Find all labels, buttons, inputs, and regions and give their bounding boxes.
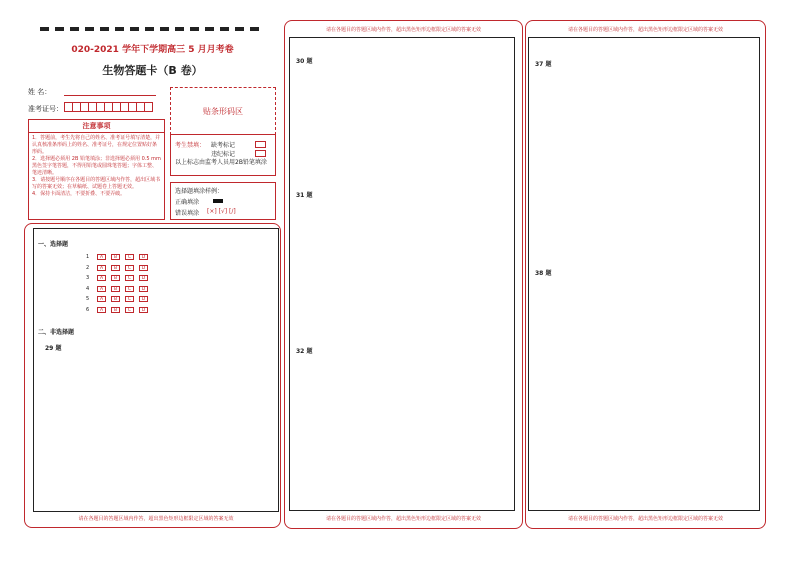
notice-item: 3．请按题号顺序在各题目的答题区域内作答，超出区域书写的答案无效；在草稿纸、试题卷上答题无效。 xyxy=(32,177,161,190)
question-32: 32 题 xyxy=(296,348,313,355)
mc-option[interactable]: A xyxy=(97,296,106,302)
mc-option[interactable]: A xyxy=(97,286,106,292)
mc-option[interactable]: C xyxy=(125,254,134,260)
question-37: 37 题 xyxy=(535,61,552,68)
mc-grid xyxy=(86,252,153,315)
notice-item: 4．保持卡面清洁，不要折叠、不要弄破。 xyxy=(32,191,126,197)
mc-option[interactable]: D xyxy=(139,296,148,302)
correct-mark xyxy=(213,199,223,203)
mc-number: 2 xyxy=(86,264,90,271)
notice-item: 1．答题前，考生先将自己的姓名、准考证号填写清楚，并认真核准条形码上的姓名、准考证号，在规定位置贴好条形码。 xyxy=(32,135,161,155)
section-choice: 一、选择题 xyxy=(38,241,69,248)
mc-option[interactable]: C xyxy=(125,275,134,281)
mc-row xyxy=(86,305,153,316)
name-label: 姓 名： xyxy=(28,88,52,96)
wrong-marks: [×] [√] [/] xyxy=(207,208,236,215)
id-boxes[interactable] xyxy=(64,102,152,112)
card-title: 生物答题卡（B 卷） xyxy=(102,64,203,77)
notice-box xyxy=(28,119,165,220)
notice-title: 注意事项 xyxy=(29,120,164,133)
correct-label: 正确填涂 xyxy=(175,199,200,206)
barcode-area: 贴条形码区 xyxy=(170,87,276,135)
mc-option[interactable]: D xyxy=(139,307,148,313)
question-29: 29 题 xyxy=(45,345,62,352)
notice-item: 2．选择题必须用 2B 铅笔填涂；非选择题必须用 0.5 mm 黑色签字笔答题，不得用铅笔或圆珠笔答题；字体工整、笔迹清晰。 xyxy=(32,156,161,176)
candidate-fill-box xyxy=(170,134,276,176)
name-field[interactable] xyxy=(64,95,156,96)
mc-option[interactable]: B xyxy=(111,296,120,302)
mc-option[interactable]: B xyxy=(111,286,120,292)
prohibit-label: 考生禁填： xyxy=(175,142,206,149)
mc-option[interactable]: B xyxy=(111,307,120,313)
mc-option[interactable]: C xyxy=(125,296,134,302)
warning-text-2-top: 请在各题目的答题区域内作答，超出黑色矩形边框限定区域的答案无效 xyxy=(325,27,481,33)
mc-number: 6 xyxy=(86,306,90,313)
warning-text-1: 请在各题目的答题区域内作答，超出黑色矩形边框限定区域的答案无效 xyxy=(78,516,234,522)
mc-number: 1 xyxy=(86,254,90,261)
mc-number: 4 xyxy=(86,285,90,292)
mc-row xyxy=(86,263,153,274)
section-non-choice: 二、非选择题 xyxy=(38,329,75,336)
mc-option[interactable]: A xyxy=(97,254,106,260)
mc-option[interactable]: A xyxy=(97,275,106,281)
example-title: 选择题填涂样例： xyxy=(175,188,224,195)
mc-option[interactable]: D xyxy=(139,286,148,292)
absent-checkbox[interactable] xyxy=(255,141,266,148)
exam-title: 020-2021 学年下学期高三 5 月月考卷 xyxy=(71,45,234,55)
mc-row xyxy=(86,252,153,263)
mc-number: 5 xyxy=(86,296,90,303)
mc-option[interactable]: A xyxy=(97,265,106,271)
mc-row xyxy=(86,284,153,295)
dashed-header-bar xyxy=(40,27,265,31)
mc-row xyxy=(86,294,153,305)
mc-option[interactable]: B xyxy=(111,254,120,260)
warning-text-2-bottom: 请在各题目的答题区域内作答，超出黑色矩形边框限定区域的答案无效 xyxy=(325,516,481,522)
mc-option[interactable]: A xyxy=(97,307,106,313)
warning-text-3-bottom: 请在各题目的答题区域内作答，超出黑色矩形边框限定区域的答案无效 xyxy=(567,516,723,522)
mc-option[interactable]: B xyxy=(111,265,120,271)
mc-number: 3 xyxy=(86,275,90,282)
warning-text-3-top: 请在各题目的答题区域内作答，超出黑色矩形边框限定区域的答案无效 xyxy=(567,27,723,33)
mc-option[interactable]: C xyxy=(125,286,134,292)
example-box xyxy=(170,182,276,220)
candidate-note: 以上标志由监考人员用2B铅笔填涂 xyxy=(175,159,267,166)
answer-area-2 xyxy=(289,37,515,511)
question-31: 31 题 xyxy=(296,192,313,199)
question-38: 38 题 xyxy=(535,270,552,277)
answer-area-1 xyxy=(33,228,279,512)
mc-option[interactable]: D xyxy=(139,254,148,260)
mc-row xyxy=(86,273,153,284)
answer-area-3 xyxy=(528,37,760,511)
wrong-label: 错误填涂 xyxy=(175,210,200,217)
mc-option[interactable]: D xyxy=(139,275,148,281)
mc-option[interactable]: C xyxy=(125,307,134,313)
violation-label: 违纪标记 xyxy=(211,151,236,158)
id-label: 准考证号： xyxy=(28,105,63,113)
mc-option[interactable]: B xyxy=(111,275,120,281)
mc-option[interactable]: C xyxy=(125,265,134,271)
mc-option[interactable]: D xyxy=(139,265,148,271)
question-30: 30 题 xyxy=(296,58,313,65)
violation-checkbox[interactable] xyxy=(255,150,266,157)
absent-label: 缺考标记 xyxy=(211,142,236,149)
